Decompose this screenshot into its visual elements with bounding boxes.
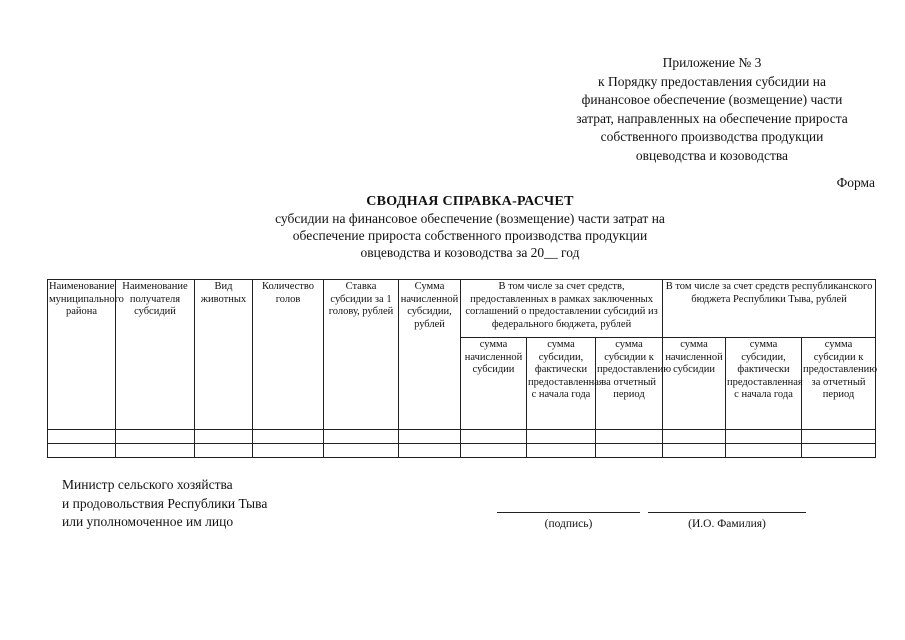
signer-line: и продовольствия Республики Тыва xyxy=(62,495,268,511)
appendix-header xyxy=(520,54,904,165)
header-accrued: Сумма начисленной субсидии, рублей xyxy=(399,280,461,430)
signature-field xyxy=(497,512,640,530)
subtitle-line: субсидии на финансовое обеспечение (возмещение) части затрат на xyxy=(275,211,665,226)
signer-line: Министр сельского хозяйства xyxy=(62,477,233,492)
subtitle-line: обеспечение прироста собственного производства продукции xyxy=(292,228,648,243)
signature-caption: (подпись) xyxy=(544,518,593,530)
subheader-rep-accrued: сумма начисленной субсидии xyxy=(663,338,726,430)
signer-block xyxy=(62,476,267,532)
subheader-fed-to-provide: сумма субсидии к предоставлению за отчетный период xyxy=(596,338,663,430)
appendix-line: Приложение № 3 xyxy=(662,55,762,70)
name-caption: (И.О. Фамилия) xyxy=(688,518,766,530)
signer-line: или уполномоченное им лицо xyxy=(62,514,234,529)
report-table xyxy=(47,279,876,458)
header-recipient: Наименование получателя субсидий xyxy=(116,280,195,430)
signature-line xyxy=(497,512,640,513)
subheader-fed-provided: сумма субсидии, фактически предоставленная с начала года xyxy=(527,338,596,430)
appendix-line: собственного производства продукции xyxy=(600,129,824,144)
subheader-rep-provided: сумма субсидии, фактически предоставленная с начала года xyxy=(726,338,802,430)
table-row xyxy=(48,444,876,458)
header-republic-group: В том числе за счет средств республиканского бюджета Республики Тыва, рублей xyxy=(663,280,876,338)
appendix-line: финансовое обеспечение (возмещение) части xyxy=(581,92,843,107)
name-field xyxy=(648,512,806,530)
header-animal-type: Вид животных xyxy=(195,280,253,430)
subheader-rep-to-provide: сумма субсидии к предоставлению за отчетный период xyxy=(802,338,876,430)
appendix-line: овцеводства и козоводства xyxy=(635,147,789,163)
header-district: Наименование муниципального района xyxy=(48,280,116,430)
appendix-line: затрат, направленных на обеспечение прироста xyxy=(576,110,848,126)
name-line xyxy=(648,512,806,513)
subtitle-line: овцеводства и козоводства за 20__ год xyxy=(360,245,580,260)
subheader-fed-accrued: сумма начисленной субсидии xyxy=(461,338,527,430)
header-head-count: Количество голов xyxy=(253,280,324,430)
form-label: Форма xyxy=(836,175,875,190)
header-federal-group: В том числе за счет средств, предоставленных в рамках заключенных соглашений о предоставлении субсидий из федерального бюджета, рублей xyxy=(461,280,663,338)
table-row xyxy=(48,430,876,444)
header-rate: Ставка субсидии за 1 голову, рублей xyxy=(324,280,399,430)
main-title: СВОДНАЯ СПРАВКА-РАСЧЕТ xyxy=(366,194,574,209)
appendix-line: к Порядку предоставления субсидии на xyxy=(598,73,826,89)
document-title xyxy=(170,193,770,261)
